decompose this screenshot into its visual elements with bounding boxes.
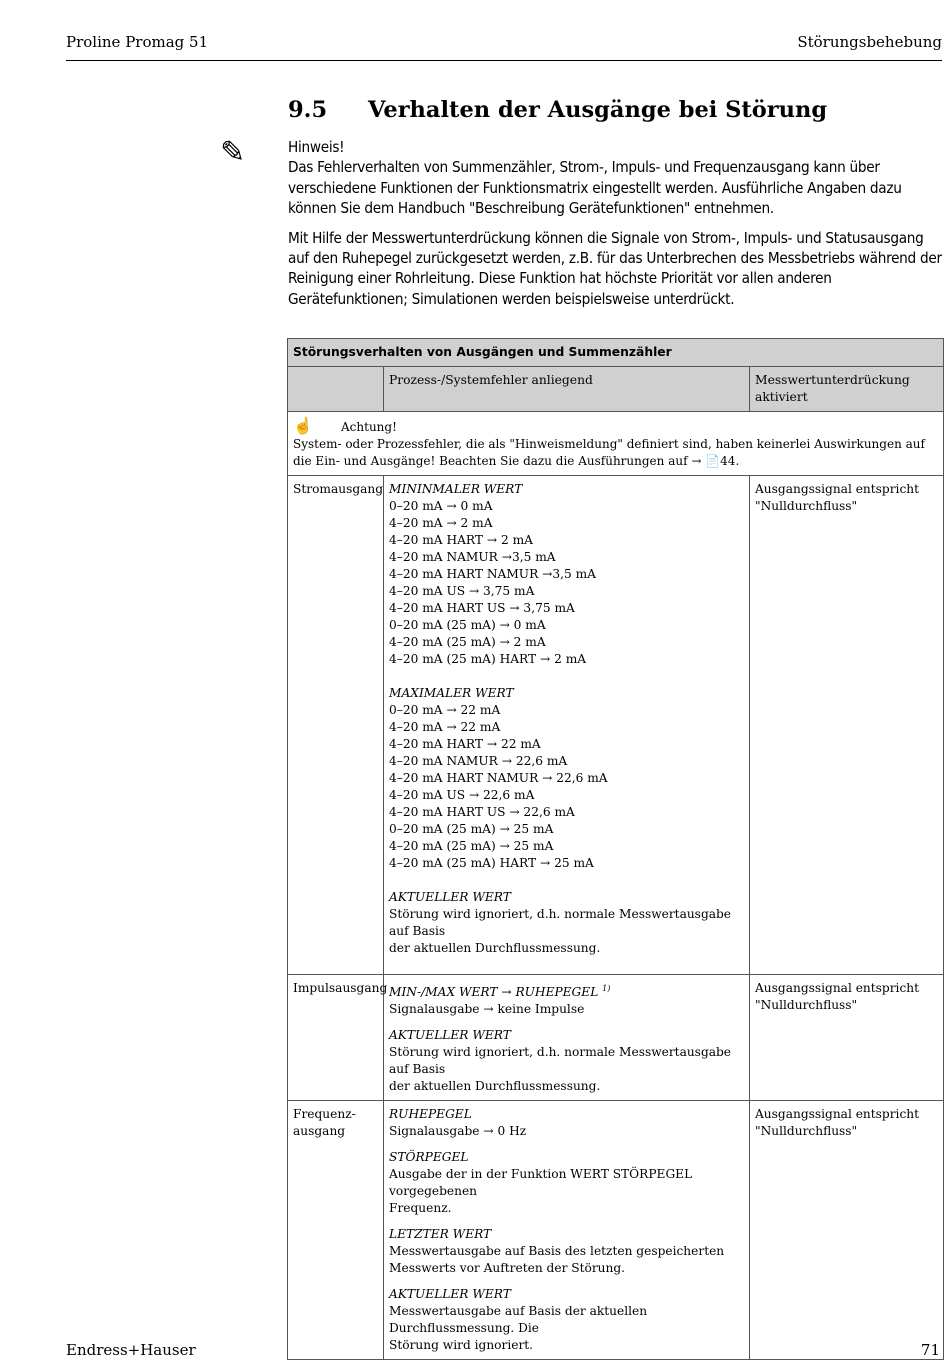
value-line: 4–20 mA HART → 2 mA [389,533,533,547]
value-line: Ausgabe der in der Funktion WERT STÖRPEGEL vorgegebenen [389,1167,693,1199]
pencil-icon: ✎ [220,135,246,170]
row-error-cell [384,975,750,1101]
value-line: 4–20 mA HART NAMUR →3,5 mA [389,567,596,581]
value-line: 4–20 mA HART NAMUR → 22,6 mA [389,771,608,785]
value-line: 4–20 mA (25 mA) HART → 25 mA [389,856,594,870]
hand-icon: ☝ [293,416,313,435]
row-suppression-cell: Ausgangssignal entspricht "Nulldurchfluss" [750,476,944,975]
value-line: Signalausgabe → 0 Hz [389,1124,527,1139]
row-error-cell [384,476,750,975]
section-number: 9.5 [288,97,328,123]
value-line: 4–20 mA → 2 mA [389,516,493,530]
value-line: 0–20 mA → 0 mA [389,499,493,513]
row-label: Stromausgang [288,476,384,975]
warning-cell [288,412,944,476]
value-line: 4–20 mA NAMUR → 22,6 mA [389,754,568,768]
value-line: Störung wird ignoriert, d.h. normale Messwertausgabe auf Basis [389,1045,732,1077]
value-line: der aktuellen Durchflussmessung. [389,1079,601,1094]
value-line: 0–20 mA (25 mA) → 25 mA [389,822,554,836]
section-heading [288,97,827,123]
error-behaviour-table [287,338,944,1360]
table-row [288,975,944,1101]
row-suppression-cell: Ausgangssignal entspricht "Nulldurchfluss" [750,1101,944,1360]
row-error-cell [384,1101,750,1360]
block-title: MAXIMALER WERT [389,686,514,700]
value-line: 4–20 mA HART US → 22,6 mA [389,805,575,819]
footer-brand: Endress+Hauser [66,1341,196,1359]
value-line: 4–20 mA US → 3,75 mA [389,584,535,598]
note-text-1: Das Fehlerverhalten von Summenzähler, Strom-, Impuls- und Frequenzausgang kann über verschiedene Funktionen der Funktionsmatrix eingestellt werden. Ausführliche Angaben dazu können Sie dem Handbuch "Beschreibung Gerätefunktionen" entnehmen. [288,158,902,218]
value-line: 4–20 mA (25 mA) → 2 mA [389,635,546,649]
header-product: Proline Promag 51 [66,33,209,51]
warning-text: System- oder Prozessfehler, die als "Hinweismeldung" definiert sind, haben keinerlei Auswirkungen auf die Ein- und Ausgänge! Beachten Sie dazu die Ausführungen auf [293,437,925,468]
value-line: 4–20 mA US → 22,6 mA [389,788,535,802]
value-line: 4–20 mA (25 mA) → 25 mA [389,839,554,853]
header-cell-error: Prozess-/Systemfehler anliegend [384,367,750,412]
value-line: der aktuellen Durchflussmessung. [389,941,601,955]
block-title: STÖRPEGEL [389,1150,469,1165]
header-chapter: Störungsbehebung [797,33,942,51]
block-title: AKTUELLER WERT [389,1028,511,1043]
block-title: AKTUELLER WERT [389,890,511,904]
table-caption: Störungsverhalten von Ausgängen und Summenzähler [288,339,944,367]
header-cell-empty [288,367,384,412]
value-line: 4–20 mA HART US → 3,75 mA [389,601,575,615]
block-title: LETZTER WERT [389,1227,492,1242]
table-row [288,476,944,975]
value-line: Frequenz. [389,1201,452,1216]
warning-label: Achtung! [341,420,397,434]
value-line: 4–20 mA → 22 mA [389,720,501,734]
section-title: Verhalten der Ausgänge bei Störung [368,97,828,123]
footnote-mark: 1) [602,984,611,993]
value-line: 4–20 mA NAMUR →3,5 mA [389,550,556,564]
row-label: Frequenz- ausgang [288,1101,384,1360]
value-line: Messwertausgabe auf Basis des letzten gespeicherten [389,1244,725,1259]
block-title: RUHEPEGEL [389,1107,472,1122]
value-line: 4–20 mA HART → 22 mA [389,737,541,751]
value-line: Messwertausgabe auf Basis der aktuellen Durchflussmessung. Die [389,1304,648,1336]
block-title: MIN-/MAX WERT → RUHEPEGEL $^{1)}$ [389,984,611,1000]
value-line: Signalausgabe → keine Impulse [389,1002,585,1017]
value-line: 0–20 mA (25 mA) → 0 mA [389,618,546,632]
row-suppression-cell: Ausgangssignal entspricht "Nulldurchfluss" [750,975,944,1101]
page-reference: → 📄44. [691,454,740,468]
note-text-2: Mit Hilfe der Messwertunterdrückung können die Signale von Strom-, Impuls- und Statusausgang auf den Ruhepegel zurückgesetzt werden, z.B. für das Unterbrechen des Messbetriebs während der Reinigung einer Rohrleitung. Diese Funktion hat höchste Priorität vor allen anderen Gerätefunktionen; Simulationen werden beispielsweise unterdrückt. [288,228,942,308]
table-row [288,1101,944,1360]
header-rule [66,60,942,61]
value-line: Störung wird ignoriert. [389,1338,534,1353]
page-number: 71 [920,1341,940,1359]
block-title: AKTUELLER WERT [389,1287,511,1302]
note-label: Hinweis! [288,138,345,156]
value-line: Störung wird ignoriert, d.h. normale Messwertausgabe auf Basis [389,907,732,938]
note-block [288,137,944,309]
block-title: MININMALER WERT [389,482,523,496]
value-line: Messwerts vor Auftreten der Störung. [389,1261,626,1276]
value-line: 0–20 mA → 22 mA [389,703,501,717]
header-cell-suppression: Messwertunterdrückung aktiviert [750,367,944,412]
row-label: Impulsausgang [288,975,384,1101]
value-line: 4–20 mA (25 mA) HART → 2 mA [389,652,587,666]
